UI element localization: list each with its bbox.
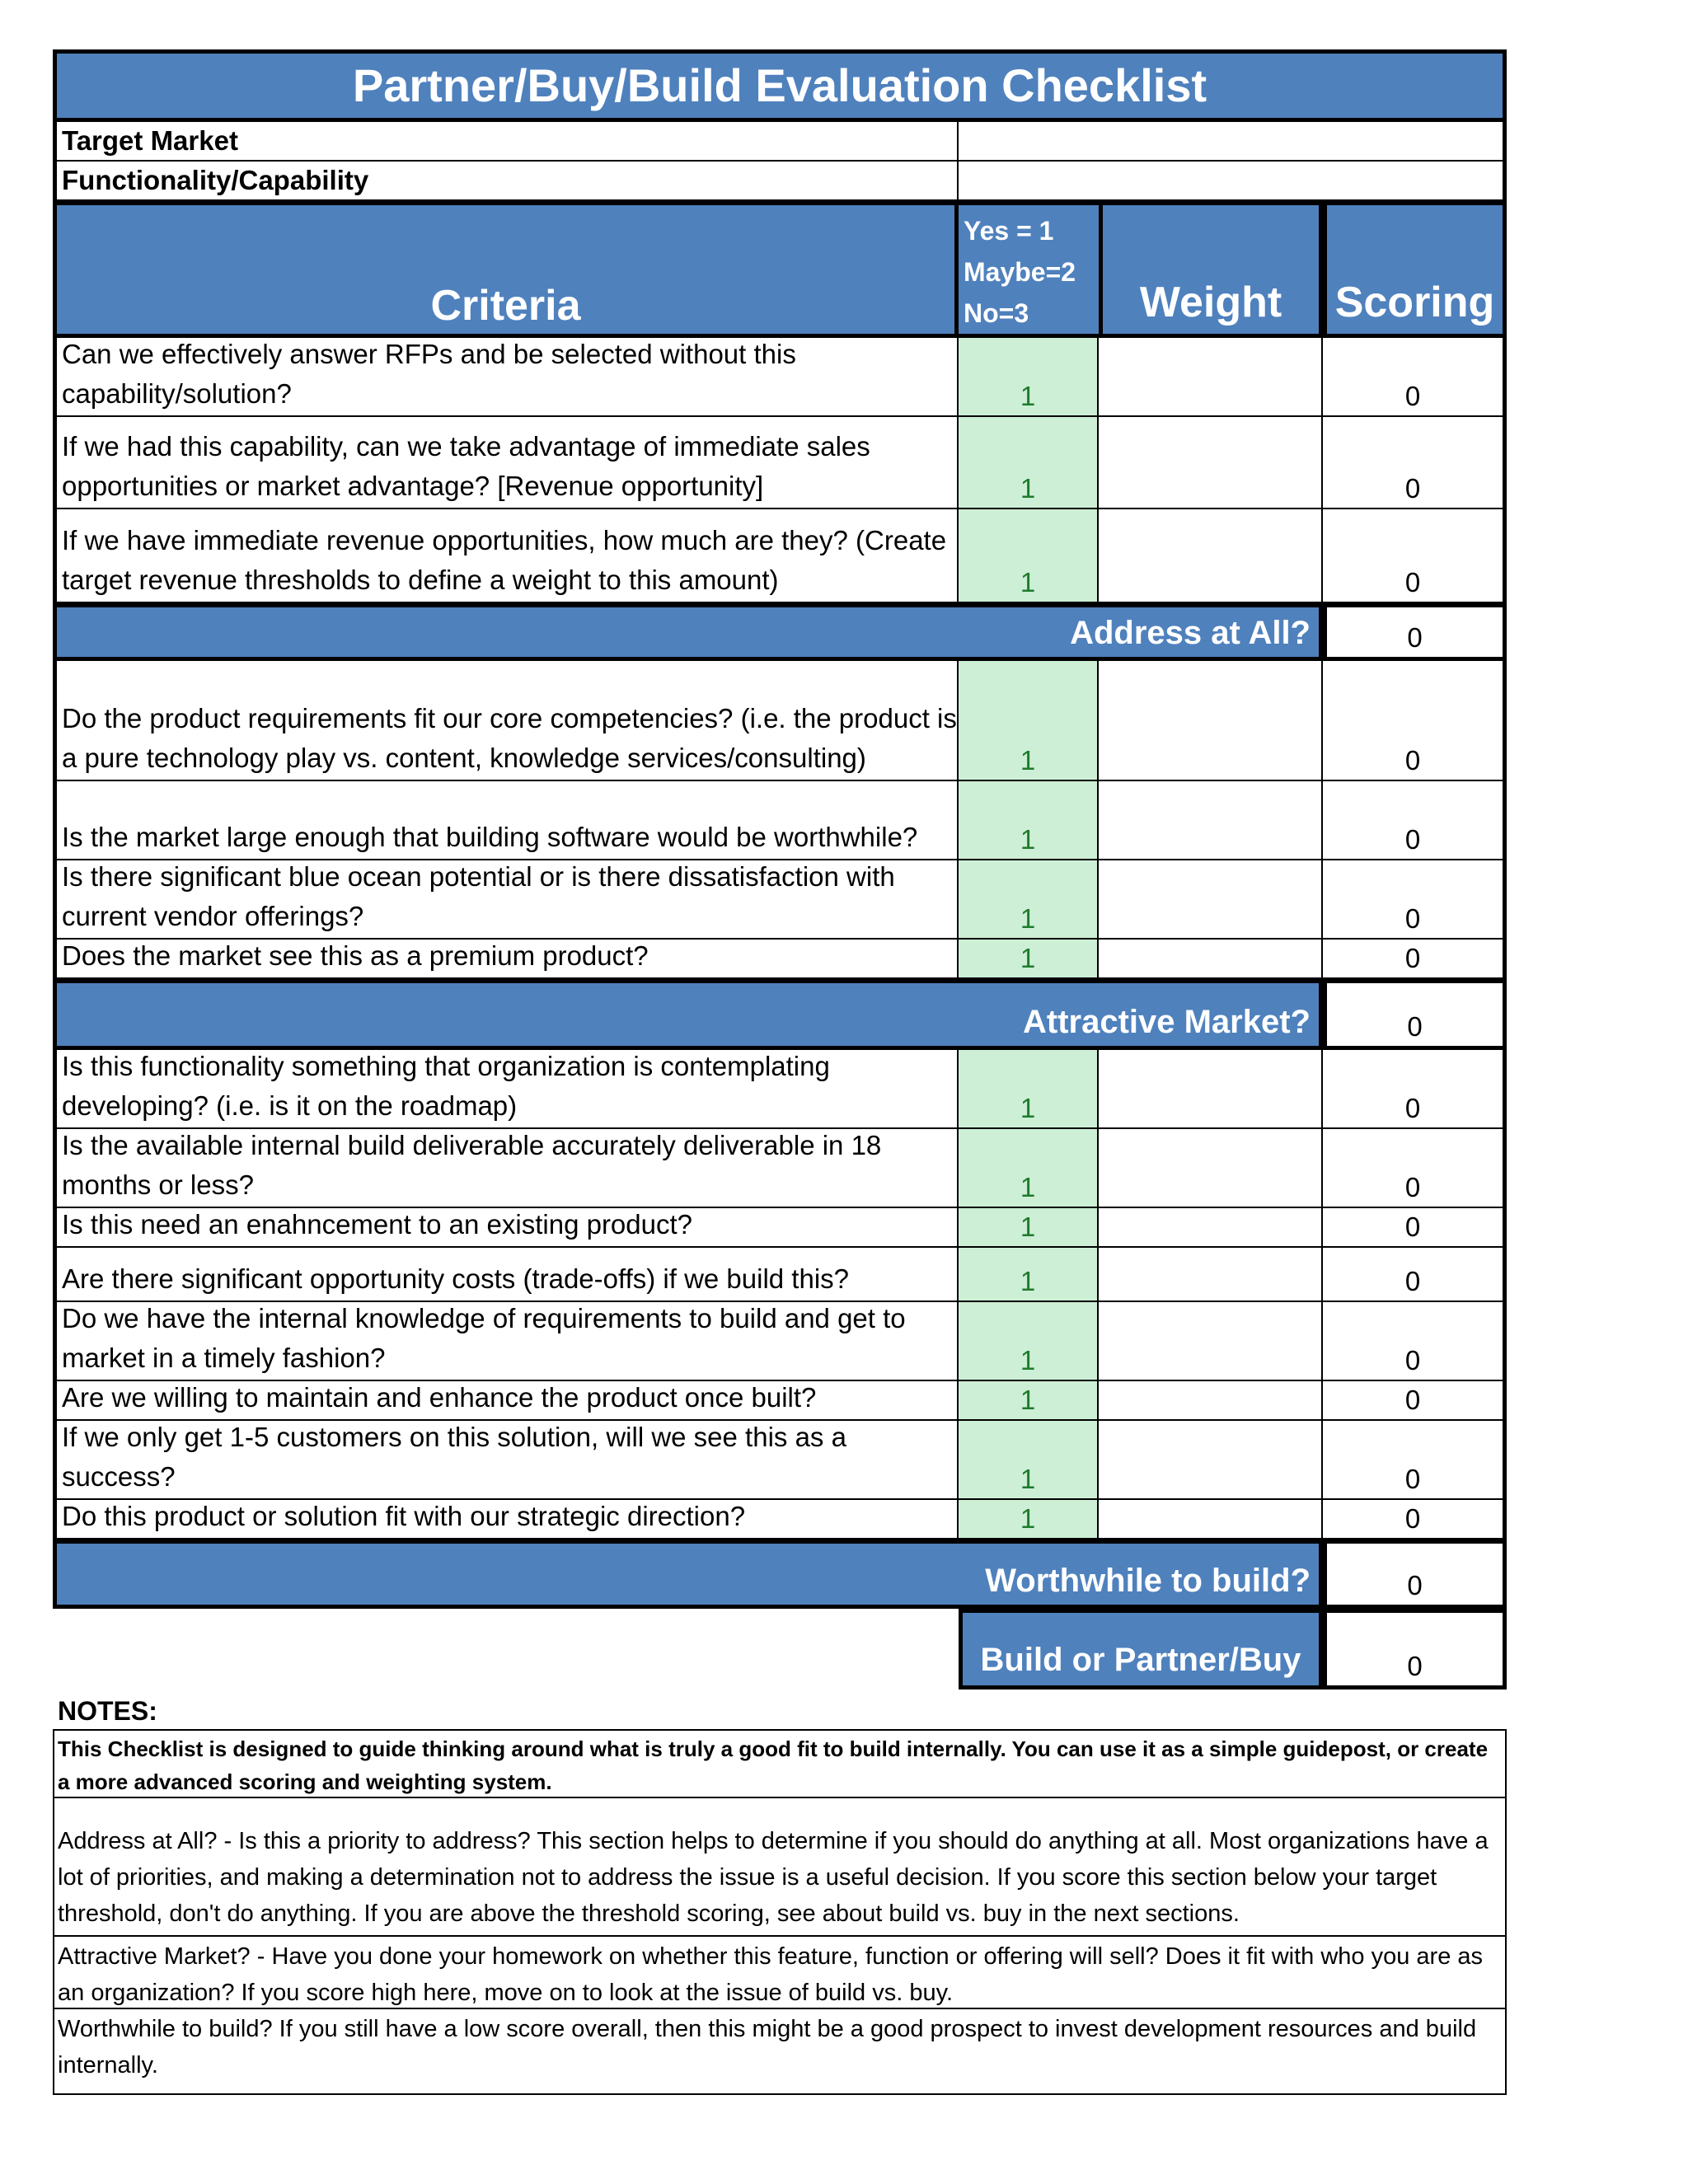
answer-cell[interactable]: 1 <box>959 1500 1099 1540</box>
score-cell: 0 <box>1323 1302 1507 1381</box>
answer-scale-line: No=3 <box>964 298 1029 328</box>
scoring-header: Scoring <box>1323 201 1507 338</box>
score-cell: 0 <box>1323 1381 1507 1421</box>
final-result-label: Build or Partner/Buy <box>959 1609 1323 1690</box>
criteria-header: Criteria <box>53 201 959 338</box>
notes-heading: NOTES: <box>58 1696 157 1726</box>
score-cell: 0 <box>1323 1208 1507 1248</box>
info-value-field[interactable] <box>959 122 1507 162</box>
notes-item: Address at All? - Is this a priority to address? This section helps to determine if you should do anything at all. Most organizations have a lot of priorities, and making a determination not to address the issue is a useful decision. If you score this section below your target threshold, don't do anything. If you are above the threshold scoring, see about build vs. buy in the next sections. <box>53 1798 1507 1937</box>
criteria-text: If we had this capability, can we take advantage of immediate sales opportunities or market advantage? [Revenue opportunity] <box>53 417 959 509</box>
answer-cell[interactable]: 1 <box>959 1248 1099 1302</box>
info-label: Target Market <box>53 122 959 162</box>
criteria-text: Are we willing to maintain and enhance the product once built? <box>53 1381 959 1421</box>
score-cell: 0 <box>1323 1248 1507 1302</box>
answer-cell[interactable]: 1 <box>959 1129 1099 1208</box>
score-cell: 0 <box>1323 940 1507 979</box>
section-summary-label: Worthwhile to build? <box>53 1540 1323 1609</box>
answer-cell[interactable]: 1 <box>959 781 1099 860</box>
section-summary-label: Address at All? <box>53 603 1323 661</box>
score-cell: 0 <box>1323 1500 1507 1540</box>
answer-cell[interactable]: 1 <box>959 1050 1099 1129</box>
info-value-field[interactable] <box>959 162 1507 201</box>
weight-cell[interactable] <box>1099 417 1323 509</box>
weight-cell[interactable] <box>1099 1248 1323 1302</box>
section-summary-score: 0 <box>1323 603 1507 661</box>
answer-cell[interactable]: 1 <box>959 1208 1099 1248</box>
criteria-text: If we only get 1-5 customers on this solution, will we see this as a success? <box>53 1421 959 1500</box>
notes-item: Attractive Market? - Have you done your homework on whether this feature, function or offering will sell? Does it fit with who you are as an organization? If you score high here, move on to look at the issue of build vs. buy. <box>53 1937 1507 2009</box>
section-summary-score: 0 <box>1323 979 1507 1050</box>
notes-item: Worthwhile to build? If you still have a low score overall, then this might be a good prospect to invest development resources and build internally. <box>53 2009 1507 2095</box>
final-result-score: 0 <box>1323 1609 1507 1690</box>
score-cell: 0 <box>1323 1129 1507 1208</box>
answer-cell[interactable]: 1 <box>959 1302 1099 1381</box>
weight-cell[interactable] <box>1099 1421 1323 1500</box>
weight-cell[interactable] <box>1099 338 1323 417</box>
score-cell: 0 <box>1323 338 1507 417</box>
answer-cell[interactable]: 1 <box>959 509 1099 603</box>
score-cell: 0 <box>1323 860 1507 940</box>
info-label: Functionality/Capability <box>53 162 959 201</box>
answer-scale-line: Maybe=2 <box>964 257 1076 287</box>
weight-cell[interactable] <box>1099 781 1323 860</box>
section-summary-label: Attractive Market? <box>53 979 1323 1050</box>
criteria-text: Are there significant opportunity costs (trade-offs) if we build this? <box>53 1248 959 1302</box>
section-summary-score: 0 <box>1323 1540 1507 1609</box>
criteria-text: Can we effectively answer RFPs and be selected without this capability/solution? <box>53 338 959 417</box>
weight-cell[interactable] <box>1099 1208 1323 1248</box>
weight-cell[interactable] <box>1099 1050 1323 1129</box>
criteria-text: Do this product or solution fit with our strategic direction? <box>53 1500 959 1540</box>
weight-cell[interactable] <box>1099 1129 1323 1208</box>
answer-cell[interactable]: 1 <box>959 940 1099 979</box>
criteria-text: Does the market see this as a premium product? <box>53 940 959 979</box>
answer-scale-line: Yes = 1 <box>964 216 1054 246</box>
weight-header: Weight <box>1099 201 1323 338</box>
criteria-text: Is there significant blue ocean potential or is there dissatisfaction with current vendor offerings? <box>53 860 959 940</box>
weight-cell[interactable] <box>1099 661 1323 781</box>
score-cell: 0 <box>1323 1050 1507 1129</box>
score-cell: 0 <box>1323 1421 1507 1500</box>
criteria-text: If we have immediate revenue opportunities, how much are they? (Create target revenue thresholds to define a weight to this amount) <box>53 509 959 603</box>
score-cell: 0 <box>1323 509 1507 603</box>
weight-cell[interactable] <box>1099 1381 1323 1421</box>
weight-cell[interactable] <box>1099 509 1323 603</box>
criteria-text: Do we have the internal knowledge of requirements to build and get to market in a timely fashion? <box>53 1302 959 1381</box>
answer-cell[interactable]: 1 <box>959 338 1099 417</box>
score-cell: 0 <box>1323 417 1507 509</box>
score-cell: 0 <box>1323 661 1507 781</box>
page-title: Partner/Buy/Build Evaluation Checklist <box>53 49 1507 122</box>
criteria-text: Is this functionality something that organization is contemplating developing? (i.e. is it on the roadmap) <box>53 1050 959 1129</box>
answer-scale-header <box>959 201 1099 338</box>
criteria-text: Is the available internal build deliverable accurately deliverable in 18 months or less? <box>53 1129 959 1208</box>
criteria-text: Is this need an enahncement to an existing product? <box>53 1208 959 1248</box>
weight-cell[interactable] <box>1099 1302 1323 1381</box>
answer-cell[interactable]: 1 <box>959 1381 1099 1421</box>
score-cell: 0 <box>1323 781 1507 860</box>
answer-cell[interactable]: 1 <box>959 661 1099 781</box>
answer-cell[interactable]: 1 <box>959 417 1099 509</box>
weight-cell[interactable] <box>1099 860 1323 940</box>
weight-cell[interactable] <box>1099 1500 1323 1540</box>
criteria-text: Do the product requirements fit our core competencies? (i.e. the product is a pure technology play vs. content, knowledge services/consulting) <box>53 661 959 781</box>
answer-cell[interactable]: 1 <box>959 860 1099 940</box>
notes-intro: This Checklist is designed to guide thinking around what is truly a good fit to build internally. You can use it as a simple guidepost, or create a more advanced scoring and weighting system. <box>53 1729 1507 1798</box>
criteria-text: Is the market large enough that building software would be worthwhile? <box>53 781 959 860</box>
answer-cell[interactable]: 1 <box>959 1421 1099 1500</box>
weight-cell[interactable] <box>1099 940 1323 979</box>
